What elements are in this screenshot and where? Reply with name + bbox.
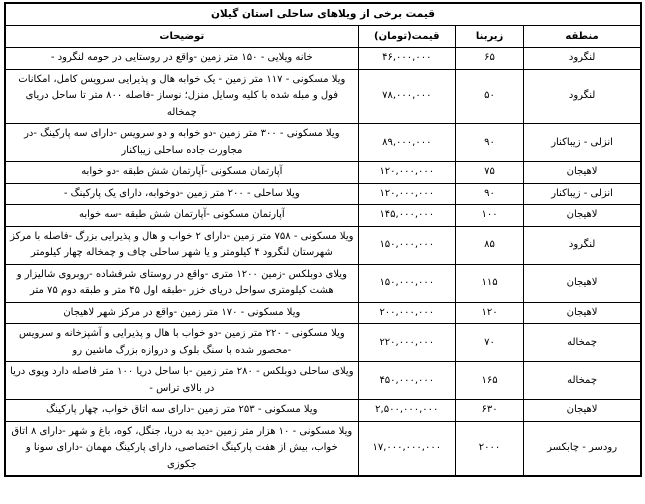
area-cell: ۸۵ [455, 226, 523, 264]
price-cell: ۱۲۰,۰۰۰,۰۰۰ [358, 162, 455, 184]
table-row [5, 226, 641, 264]
description-cell: ویلا مسکونی - ۷۵۸ متر زمین -دارای ۲ خواب و هال و پذیرایی بزرگ -فاصله با مرکز شهرستان لنگرود ۴ کیلومتر و یا شهر ساحلی چاف و چمخاله چهار کیلومتر [5, 226, 358, 264]
area-cell: ۲۰۰۰ [455, 421, 523, 476]
table-row [5, 69, 641, 124]
region-cell: رودسر - چابکسر [524, 421, 641, 476]
description-cell: ویلا مسکونی - ۲۲۰ متر زمین -دو خواب با هال و پذیرایی و آشپزخانه و سرویس -محصور شده با سنگ بلوک و دروازه بزرگ ماشین رو [5, 324, 358, 362]
description-cell: ویلای ساحلی دوبلکس - ۲۸۰ متر زمین -با ساحل دریا ۱۰۰ متر فاصله دارد ویوی دریا در بالای تراس - [5, 362, 358, 400]
price-cell: ۸۹,۰۰۰,۰۰۰ [358, 124, 455, 162]
region-cell: انزلی - زیباکنار [524, 183, 641, 205]
description-cell: ویلا مسکونی - ۱۷۰ متر زمین -واقع در مرکز شهر لاهیجان [5, 302, 358, 324]
area-cell: ۱۲۰ [455, 302, 523, 324]
price-cell: ۱۷,۰۰۰,۰۰۰,۰۰۰ [358, 421, 455, 476]
area-cell: ۶۳۰ [455, 400, 523, 422]
region-cell: لنگرود [524, 69, 641, 124]
area-cell: ۱۶۵ [455, 362, 523, 400]
table-body [5, 48, 641, 477]
description-cell: ویلا مسکونی - ۳۰۰ متر زمین -دو خوابه و دو سرویس -دارای سه پارکینگ -در مجاورت جاده ساحلی زیباکنار [5, 124, 358, 162]
description-cell: ویلا مسکونی - ۱۱۷ متر زمین - یک خوابه هال و پذیرایی سرویس کامل، امکانات فول و مبله شده با کلیه وسایل منزل؛ نوساز -فاصله ۸۰۰ متر تا ساحل دریای چمخاله [5, 69, 358, 124]
table-row [5, 162, 641, 184]
price-cell: ۲,۵۰۰,۰۰۰,۰۰۰ [358, 400, 455, 422]
price-cell: ۴۶,۰۰۰,۰۰۰ [358, 48, 455, 70]
column-header-region: منطقه [524, 26, 641, 48]
column-header-description: توضیحات [5, 26, 358, 48]
region-cell: چمخاله [524, 324, 641, 362]
region-cell: لاهیجان [524, 400, 641, 422]
column-header-price: قیمت(تومان) [358, 26, 455, 48]
description-cell: ویلا مسکونی - ۲۵۳ متر زمین -دارای سه اتاق خواب، چهار پارکینگ [5, 400, 358, 422]
table-row [5, 205, 641, 227]
price-cell: ۱۲۰,۰۰۰,۰۰۰ [358, 183, 455, 205]
title-row [5, 3, 641, 26]
price-cell: ۱۵۰,۰۰۰,۰۰۰ [358, 226, 455, 264]
area-cell: ۹۰ [455, 183, 523, 205]
price-cell: ۲۰۰,۰۰۰,۰۰۰ [358, 302, 455, 324]
table-row [5, 421, 641, 476]
region-cell: لاهیجان [524, 205, 641, 227]
table-title: قیمت برخی از ویلاهای ساحلی استان گیلان [5, 3, 641, 26]
description-cell: ویلای دوبلکس -زمین ۱۲۰۰ متری -واقع در روستای شرفشاده -روبروی شالیزار و هشت کیلومتری سواحل دریای خزر -طبقه اول ۴۵ متر و طبقه دوم ۷۵ متر [5, 264, 358, 302]
table-row [5, 302, 641, 324]
price-cell: ۱۴۵,۰۰۰,۰۰۰ [358, 205, 455, 227]
price-cell: ۴۵۰,۰۰۰,۰۰۰ [358, 362, 455, 400]
page [0, 2, 645, 504]
table-row [5, 264, 641, 302]
region-cell: لنگرود [524, 48, 641, 70]
region-cell: چمخاله [524, 362, 641, 400]
region-cell: لنگرود [524, 226, 641, 264]
region-cell: لاهیجان [524, 302, 641, 324]
price-cell: ۱۵۰,۰۰۰,۰۰۰ [358, 264, 455, 302]
description-cell: خانه ویلایی - ۱۵۰ متر زمین -واقع در روستایی در حومه لنگرود - [5, 48, 358, 70]
price-table [4, 2, 642, 477]
price-cell: ۷۸,۰۰۰,۰۰۰ [358, 69, 455, 124]
price-cell: ۲۲۰,۰۰۰,۰۰۰ [358, 324, 455, 362]
area-cell: ۷۵ [455, 162, 523, 184]
table-row [5, 362, 641, 400]
description-cell: آپارتمان مسکونی -آپارتمان شش طبقه -دو خوابه [5, 162, 358, 184]
region-cell: انزلی - زیباکنار [524, 124, 641, 162]
table-row [5, 124, 641, 162]
area-cell: ۱۱۵ [455, 264, 523, 302]
description-cell: ویلا مسکونی - ۱۰ هزار متر زمین -دید به دریا، جنگل، کوه، باغ و شهر -دارای ۸ اتاق خواب، بیش از هفت پارکینگ اختصاصی، دارای پارکینگ مهمان -دارای سونا و جکوزی [5, 421, 358, 476]
description-cell: آپارتمان مسکونی -آپارتمان شش طبقه -سه خوابه [5, 205, 358, 227]
area-cell: ۱۰۰ [455, 205, 523, 227]
region-cell: لاهیجان [524, 264, 641, 302]
area-cell: ۶۵ [455, 48, 523, 70]
table-row [5, 48, 641, 70]
table-head [5, 3, 641, 48]
region-cell: لاهیجان [524, 162, 641, 184]
table-row [5, 324, 641, 362]
area-cell: ۵۰ [455, 69, 523, 124]
column-header-area: زیربنا [455, 26, 523, 48]
description-cell: ویلا ساحلی - ۲۰۰ متر زمین -دوخوابه، دارای یک پارکینگ - [5, 183, 358, 205]
area-cell: ۹۰ [455, 124, 523, 162]
header-row [5, 26, 641, 48]
table-row [5, 400, 641, 422]
table-row [5, 183, 641, 205]
area-cell: ۷۰ [455, 324, 523, 362]
